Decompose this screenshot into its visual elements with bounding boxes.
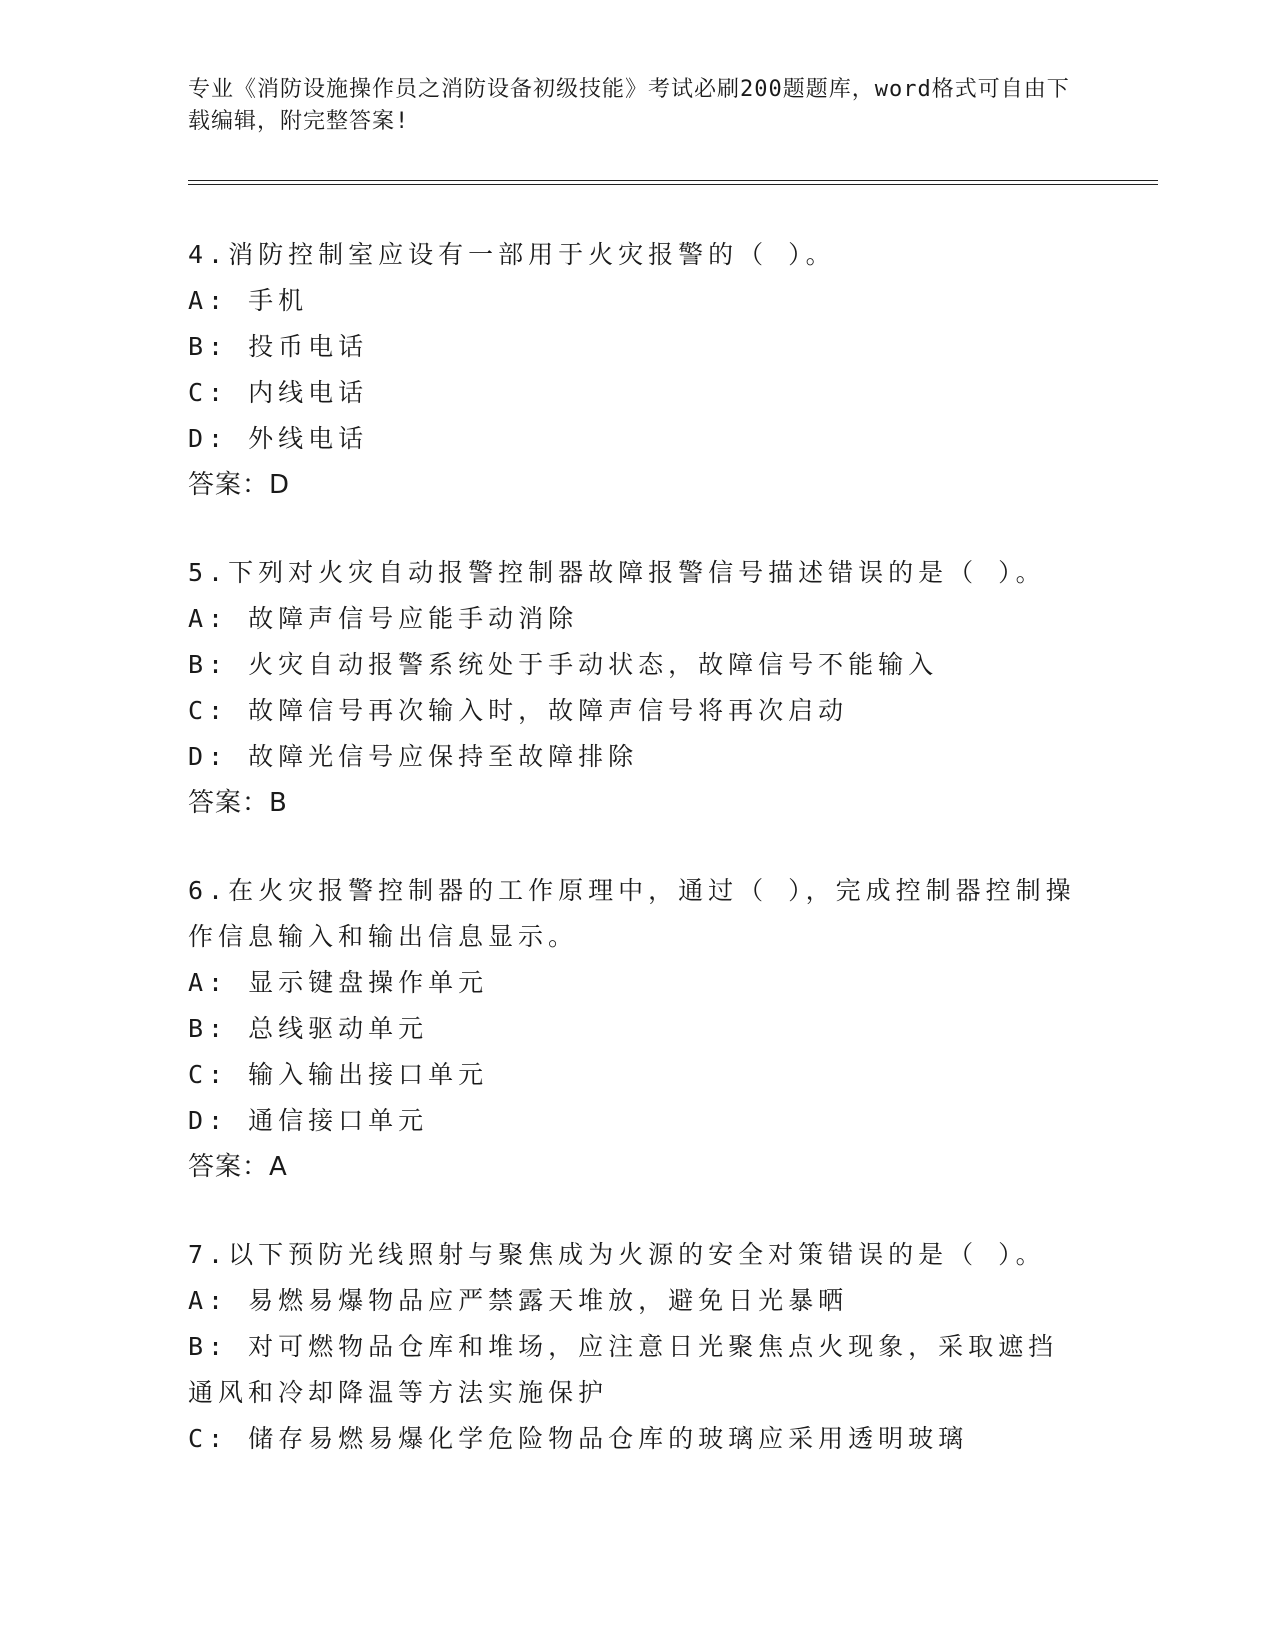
option-b: B: 投币电话 bbox=[188, 332, 369, 361]
option-c: C: 输入输出接口单元 bbox=[188, 1060, 489, 1089]
answer: 答案：D bbox=[188, 470, 291, 500]
option-c: C: 故障信号再次输入时，故障声信号将再次启动 bbox=[188, 696, 849, 725]
option-d: D: 外线电话 bbox=[188, 424, 369, 453]
question-6 bbox=[188, 868, 1088, 1190]
answer: 答案：B bbox=[188, 788, 288, 818]
option-d: D: 通信接口单元 bbox=[188, 1106, 429, 1135]
option-a: A: 易燃易爆物品应严禁露天堆放，避免日光暴晒 bbox=[188, 1286, 849, 1315]
question-5 bbox=[188, 550, 1088, 826]
question-text: 5.下列对火灾自动报警控制器故障报警信号描述错误的是（ ）。 bbox=[188, 558, 1046, 587]
option-b: B: 对可燃物品仓库和堆场，应注意日光聚焦点火现象，采取遮挡通风和冷却降温等方法实施保护 bbox=[188, 1332, 1059, 1407]
option-a: A: 手机 bbox=[188, 286, 309, 315]
question-text: 7.以下预防光线照射与聚焦成为火源的安全对策错误的是（ ）。 bbox=[188, 1240, 1046, 1269]
question-text: 4.消防控制室应设有一部用于火灾报警的（ ）。 bbox=[188, 240, 836, 269]
option-c: C: 内线电话 bbox=[188, 378, 369, 407]
question-7 bbox=[188, 1232, 1088, 1462]
option-a: A: 故障声信号应能手动消除 bbox=[188, 604, 579, 633]
question-text: 6.在火灾报警控制器的工作原理中，通过（ ），完成控制器控制操作信息输入和输出信息显示。 bbox=[188, 876, 1076, 951]
header-divider-bottom bbox=[188, 184, 1158, 185]
option-b: B: 火灾自动报警系统处于手动状态，故障信号不能输入 bbox=[188, 650, 939, 679]
question-list bbox=[188, 232, 1088, 1504]
option-a: A: 显示键盘操作单元 bbox=[188, 968, 489, 997]
header-divider-top bbox=[188, 180, 1158, 181]
option-d: D: 故障光信号应保持至故障排除 bbox=[188, 742, 639, 771]
option-b: B: 总线驱动单元 bbox=[188, 1014, 429, 1043]
document-header: 专业《消防设施操作员之消防设备初级技能》考试必刷200题题库，word格式可自由下载编辑，附完整答案! bbox=[188, 77, 1070, 134]
answer: 答案：A bbox=[188, 1152, 288, 1182]
question-4 bbox=[188, 232, 1088, 508]
option-c: C: 储存易燃易爆化学危险物品仓库的玻璃应采用透明玻璃 bbox=[188, 1424, 969, 1453]
